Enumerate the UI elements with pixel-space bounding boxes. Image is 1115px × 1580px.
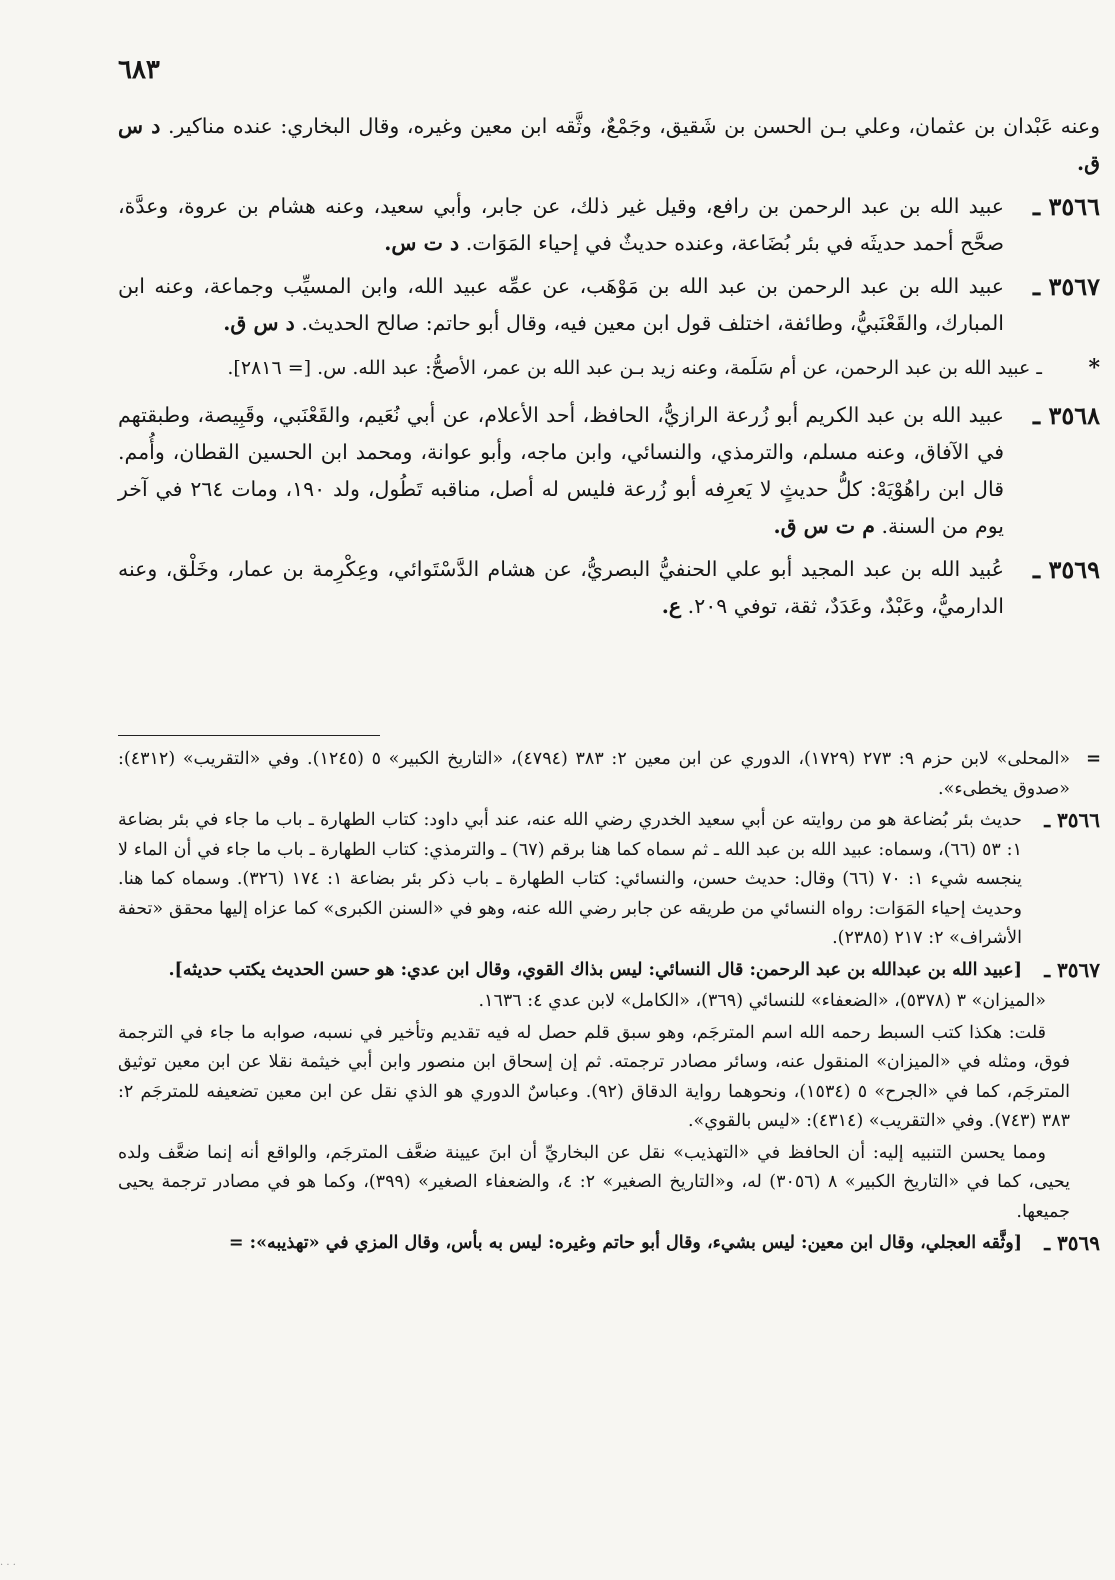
entry-text: عبيد الله بن عبد الرحمن بن رافع، وقيل غير ذلك، عن جابر، وأبي سعيد، وعنه هشام بن عروة، وعدَّة، صحَّح أحمد حديثَه في بئر بُضَاعة، وعنده حديثٌ في إحياء المَوَات. bbox=[118, 194, 1004, 255]
entry-text: عبيد الله بن عبد الكريم أبو زُرعة الرازيُّ، الحافظ، أحد الأعلام، عن أبي نُعَيم، والقَعْنَبي، وقَبِيصة، وطبقتهم في الآفاق، وعنه مسلم، والترمذي، والنسائي، وابن ماجه، وأبو عوانة، ومحمد ابن الحسين القطان، وأُمم. قال ابن راهُوْيَهْ: كلُّ حديثٍ لا يَعرِفه أبو زُرعة فليس له أصل، مناقبه تَطُول، ولد ١٩٠، ومات ٢٦٤ في آخر يوم من السنة. bbox=[118, 403, 1004, 538]
scan-speckles: · · · bbox=[0, 1560, 16, 1571]
continuation-mark: = bbox=[228, 1233, 244, 1253]
footnote-divider bbox=[118, 735, 380, 736]
biography-entry bbox=[118, 350, 1100, 387]
entry-number: * bbox=[1088, 355, 1100, 381]
entry-sigla: د س ق. bbox=[223, 311, 295, 335]
footnote-text: ومما يحسن التنبيه إليه: أن الحافظ في «التهذيب» نقل عن البخاريِّ أن ابنَ عيينة ضعَّف المترجَم، والواقع أنه إنما ضعَّف ولده يحيى، كما في «التاريخ الكبير» ٨ (٣٠٥٦) له، و«التاريخ الصغير» ٢: ٤، والضعفاء الصغير» (٣٩٩)، وكما هو في مصادر ترجمة يحيى جميعها. bbox=[118, 1142, 1071, 1222]
entry-text: عُبيد الله بن عبد المجيد أبو علي الحنفيُّ البصريُّ، عن هشام الدَّسْتَوائي، وعِكْرِمة بن عمار، وخَلْق، وعنه الدارميُّ، وعَبْدٌ، وعَدَدٌ، ثقة، توفي ٢٠٩. bbox=[118, 557, 1004, 618]
footnote-text: قلت: هكذا كتب السبط رحمه الله اسم المترجَم، وهو سبق قلم حصل له فيه تقديم وتأخير في نسبه، صوابه ما جاء في الترجمة فوق، ومثله في «الميزان» المنقول عنه، وسائر مصادر ترجمته. ثم إن إسحاق ابن منصور وابن أبي خيثمة نقلا عن ابن معين توثيق المترجَم، كما في «الجرح» ٥ (١٥٣٤)، ونحوهما رواية الدقاق (٩٢). وعباسٌ الدوري هو الذي نقل عن ابن معين تضعيفه للمترجَم ٢: ٣٨٣ (٧٤٣). وفي «التقريب» (٤٣١٤): «ليس بالقوي». bbox=[118, 1022, 1071, 1131]
footnote-paragraph bbox=[118, 956, 1100, 986]
footnote-number: ٣٥٦٦ ـ bbox=[1044, 808, 1100, 832]
biography-entry bbox=[118, 108, 1100, 182]
biography-entry bbox=[118, 551, 1100, 625]
entry-text: وعنه عَبْدان بن عثمان، وعلي بـن الحسن بن شَقيق، وجَمْعٌ، وثَّقه ابن معين وغيره، وقال البخاري: عنده مناكير. bbox=[168, 114, 1100, 138]
entry-sigla: م ت س ق. bbox=[773, 514, 875, 538]
footnote-number: ٣٥٦٧ ـ bbox=[1044, 957, 1100, 982]
footnote-paragraph bbox=[118, 806, 1100, 954]
biography-entry bbox=[118, 188, 1100, 262]
entry-sigla: د س ق. bbox=[118, 114, 1100, 175]
footnote-paragraph bbox=[118, 1229, 1100, 1259]
entry-sigla: د ت س. bbox=[384, 231, 460, 255]
footnote-number: ٣٥٦٩ ـ bbox=[1044, 1231, 1100, 1255]
entry-text: ـ عبيد الله بن عبد الرحمن، عن أم سَلَمة، وعنه زيد بـن عبد الله بن عمر، الأصحُّ: عبد الله. س. [= ٢٨١٦]. bbox=[227, 357, 1042, 379]
footnote-text: حديث بئر بُضاعة هو من روايته عن أبي سعيد الخدري رضي الله عنه، عند أبي داود: كتاب الطهارة ـ باب ما جاء في بئر بضاعة ١: ٥٣ (٦٦)، وسماه: عبيد الله بن عبد الله ـ ثم سماه كما هنا برقم (٦٧) ـ والترمذي: كتاب الطهارة ـ باب ما جاء في أن الماء لا ينجسه شيء ١: ٧٠ (٦٦) وقال: حديث حسن، والنسائي: كتاب الطهارة ـ باب ذكر بئر بضاعة ١: ١٧٤ (٣٢٦). وسماه كما هنا. وحديث إحياء المَوَات: رواه النسائي من طريقه عن جابر رضي الله عنه، وهو في «السنن الكبرى» كما عزاه إليها محقق «تحفة الأشراف» ٢: ٢١٧ (٢٣٨٥). bbox=[118, 810, 1023, 948]
footnote-text: [عبيد الله بن عبدالله بن عبد الرحمن: قال النسائي: ليس بذاك القوي، وقال ابن عدي: هو حسن الحديث يكتب حديثه]. bbox=[168, 959, 1022, 980]
biography-entry bbox=[118, 268, 1100, 342]
footnote-text: «الميزان» ٣ (٥٣٧٨)، «الضعفاء» للنسائي (٣٦٩)، «الكامل» لابن عدي ٤: ١٦٣٦. bbox=[478, 991, 1046, 1011]
footnote-paragraph bbox=[118, 1139, 1100, 1228]
entry-text: عبيد الله بن عبد الرحمن بن عبد الله بن مَوْهَب، عن عمِّه عبيد الله، وابن المسيِّب وجماعة، وعنه ابن المبارك، والقَعْنَبيُّ، وطائفة، اختلف قول ابن معين فيه، وقال أبو حاتم: صالح الحديث. bbox=[118, 274, 1004, 335]
biography-entry bbox=[118, 397, 1100, 545]
entry-number: ٣٥٦٩ ـ bbox=[1033, 555, 1100, 584]
page-number: ٦٨٣ bbox=[118, 55, 160, 85]
entry-number: ٣٥٦٦ ـ bbox=[1033, 192, 1100, 221]
footnote-paragraph bbox=[118, 1019, 1100, 1137]
footnotes bbox=[118, 745, 1100, 1261]
footnote-text: [وثَّقه العجلي، وقال ابن معين: ليس بشيء، وقال أبو حاتم وغيره: ليس به بأس، وقال المزي في «تهذيبه»: bbox=[249, 1233, 1022, 1253]
continuation-mark: = bbox=[1086, 748, 1102, 769]
entry-number: ٣٥٦٨ ـ bbox=[1033, 401, 1100, 430]
footnote-paragraph bbox=[118, 987, 1100, 1017]
footnote-paragraph bbox=[118, 745, 1100, 804]
entry-number: ٣٥٦٧ ـ bbox=[1033, 272, 1100, 301]
footnote-text: «المحلى» لابن حزم ٩: ٢٧٣ (١٧٢٩)، الدوري عن ابن معين ٢: ٣٨٣ (٤٧٩٤)، «التاريخ الكبير» ٥ (١٢٤٥). وفي «التقريب» (٤٣١٢): «صدوق يخطىء». bbox=[118, 749, 1071, 799]
entry-sigla: ع. bbox=[661, 594, 682, 618]
main-text bbox=[118, 108, 1100, 631]
